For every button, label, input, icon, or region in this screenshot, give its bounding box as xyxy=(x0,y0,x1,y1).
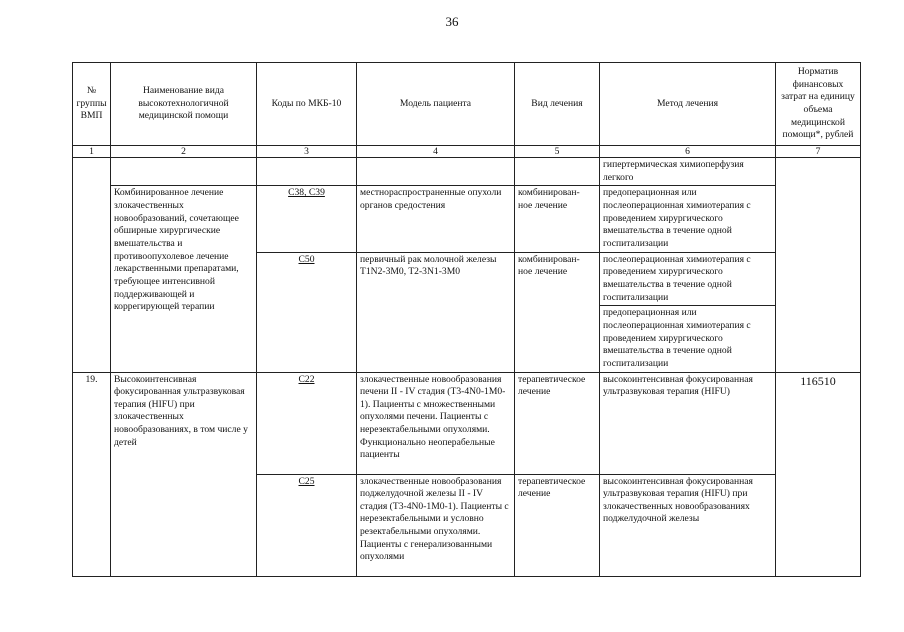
icd-code-link: C38, C39 xyxy=(288,187,325,199)
treatment-method-cell: предоперационная или послеоперационная химиотерапия с проведением хирургического вмешательства в течение одной госпитализации xyxy=(600,186,776,252)
table-row xyxy=(73,372,861,474)
page-number: 36 xyxy=(445,14,459,29)
treatment-method-cell: высокоинтенсивная фокусированная ультразвуковая терапия (HIFU) xyxy=(600,372,776,474)
treatment-method-cell: высокоинтенсивная фокусированная ультразвуковая терапия (HIFU) при злокачественных новообразованиях поджелудочной железы xyxy=(600,474,776,576)
treatment-type-cell: терапевтическое лечение xyxy=(515,474,600,576)
table-row xyxy=(73,186,861,252)
column-number-row xyxy=(73,146,861,158)
icd-code-link: C25 xyxy=(298,475,315,487)
header-row xyxy=(73,63,861,146)
column-number: 5 xyxy=(515,146,600,158)
column-number: 3 xyxy=(257,146,357,158)
patient-model-cell: злокачественные новообразования печени II - IV стадия (T3-4N0-1M0-1). Пациенты с множественными опухолями печени. Пациенты с нерезектабельными опухолями. Функционально неоперабельные пациенты xyxy=(357,372,515,474)
group-number-cell xyxy=(73,158,111,373)
patient-model-cell: первичный рак молочной железы T1N2-3M0, T2-3N1-3M0 xyxy=(357,252,515,372)
treatment-type-cell: терапевтическое лечение xyxy=(515,372,600,474)
vmp-table xyxy=(72,62,861,577)
column-number: 7 xyxy=(776,146,861,158)
header-group-num: № группы ВМП xyxy=(73,63,111,146)
patient-model-cell: местнораспространенные опухоли органов средостения xyxy=(357,186,515,252)
header-cost-norm: Норматив финансовых затрат на единицу объема медицинской помощи*, рублей xyxy=(776,63,861,146)
icd-code-link: C22 xyxy=(298,373,315,385)
icd-codes-cell xyxy=(257,474,357,576)
cost-cell: 116510 xyxy=(776,372,861,576)
header-icd-codes: Коды по МКБ-10 xyxy=(257,63,357,146)
treatment-method-cell: послеоперационная химиотерапия с проведением хирургического вмешательства в течение одной госпитализации xyxy=(600,252,776,306)
column-number: 1 xyxy=(73,146,111,158)
vmp-name-cell xyxy=(111,158,257,186)
header-patient-model: Модель пациента xyxy=(357,63,515,146)
column-number: 2 xyxy=(111,146,257,158)
patient-model-cell: злокачественные новообразования поджелудочной железы II - IV стадия (T3-4N0-1M0-1). Пациенты с нерезектабельными и условно резектабельными опухолями. Пациенты с генерализованными опухолями xyxy=(357,474,515,576)
table-row xyxy=(73,158,861,186)
treatment-method-cell: предоперационная или послеоперационная химиотерапия с проведением хирургического вмешательства в течение одной госпитализации xyxy=(600,306,776,372)
group-number-cell: 19. xyxy=(73,372,111,576)
header-treatment-type: Вид лечения xyxy=(515,63,600,146)
icd-code-link: C50 xyxy=(298,253,315,265)
vmp-name-cell: Высокоинтенсивная фокусированная ультразвуковая терапия (HIFU) при злокачественных новообразованиях, в том числе у детей xyxy=(111,372,257,576)
column-number: 4 xyxy=(357,146,515,158)
column-number: 6 xyxy=(600,146,776,158)
header-treatment-method: Метод лечения xyxy=(600,63,776,146)
patient-model-cell xyxy=(357,158,515,186)
treatment-type-cell: комбинирован- ное лечение xyxy=(515,186,600,252)
vmp-name-cell: Комбинированное лечение злокачественных новообразований, сочетающее обширные хирургические вмешательства и противоопухолевое лечение лекарственными препаратами, требующее интенсивной поддерживающей и коррегирующей терапии xyxy=(111,186,257,372)
treatment-method-cell: гипертермическая химиоперфузия легкого xyxy=(600,158,776,186)
treatment-type-cell: комбинирован- ное лечение xyxy=(515,252,600,372)
cost-cell xyxy=(776,158,861,373)
icd-codes-cell xyxy=(257,372,357,474)
icd-codes-cell xyxy=(257,186,357,252)
treatment-type-cell xyxy=(515,158,600,186)
icd-codes-cell xyxy=(257,252,357,372)
header-vmp-name: Наименование вида высокотехнологичной медицинской помощи xyxy=(111,63,257,146)
icd-codes-cell xyxy=(257,158,357,186)
